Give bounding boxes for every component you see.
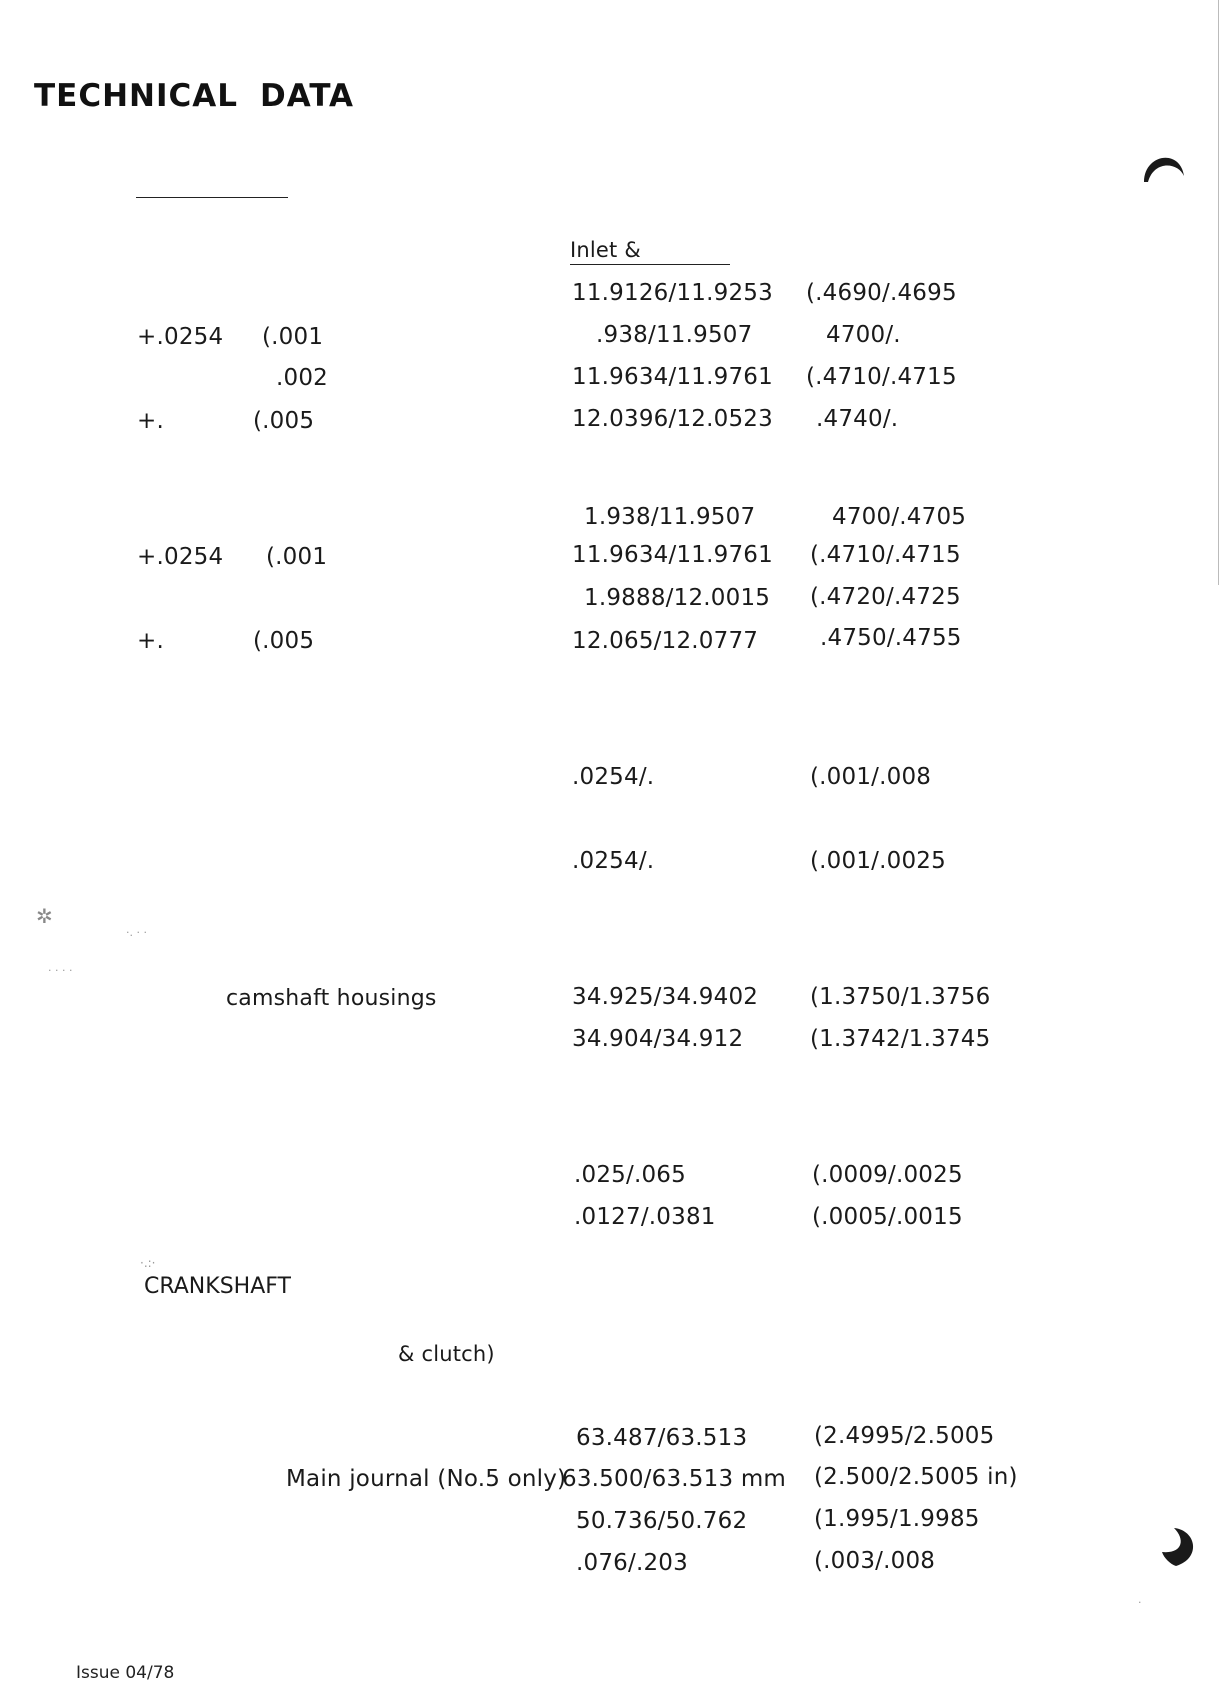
footer-issue: Issue 04/78 <box>76 1663 175 1683</box>
tappet-a-mm-1: 11.9126/11.9253 <box>572 280 773 306</box>
scan-speck: ·. · · <box>126 926 147 939</box>
crankshaft-inch-4: (.003/.008 <box>814 1548 936 1574</box>
scan-speck: ✲ <box>36 904 53 928</box>
section-rule <box>136 197 288 198</box>
crankshaft-inch-3: (1.995/1.9985 <box>814 1506 980 1532</box>
tappet-a-mm-4: 12.0396/12.0523 <box>572 406 773 432</box>
tappet-a-inch-oversize-4: (.005 <box>253 408 315 434</box>
tappet-a-oversize-4: +. <box>137 408 164 434</box>
scan-speck: · · · · <box>48 964 73 977</box>
tappet-b-mm-3: 1.9888/12.0015 <box>584 585 771 611</box>
inlet-header: Inlet & <box>570 238 641 262</box>
tappet-b-inch-3: (.4720/.4725 <box>810 584 961 610</box>
tappet-a-mm-3: 11.9634/11.9761 <box>572 364 773 390</box>
tappet-a-inch-oversize-2: (.001 <box>262 324 324 350</box>
tappet-a-inch-2: 4700/. <box>826 322 901 348</box>
crankshaft-mm-2: 63.500/63.513 mm <box>562 1466 787 1492</box>
tappet-a-inch-1: (.4690/.4695 <box>806 280 957 306</box>
clearance-mm-1: .0254/. <box>572 764 655 790</box>
tappet-b-inch-oversize-4: (.005 <box>253 628 315 654</box>
camshaft-mm-1: 34.925/34.9402 <box>572 984 759 1010</box>
tappet-a-inch-oversize-3: .002 <box>276 365 329 391</box>
binder-hole-bottom-icon <box>1156 1522 1204 1570</box>
scan-speck: · <box>1138 1596 1142 1609</box>
tappet-b-inch-1: 4700/.4705 <box>832 504 967 530</box>
tappet-a-inch-4: .4740/. <box>816 406 899 432</box>
clearance-inch-1: (.001/.008 <box>810 764 932 790</box>
inlet-header-underline <box>570 264 730 265</box>
crankshaft-inch-2: (2.500/2.5005 in) <box>814 1464 1018 1490</box>
camshaft-inch-2: (1.3742/1.3745 <box>810 1026 991 1052</box>
tappet-a-mm-2: .938/11.9507 <box>596 322 753 348</box>
scan-speck: ·.:· <box>140 1256 156 1270</box>
tappet-b-oversize-2: +.0254 <box>137 544 224 570</box>
clearance-mm-2: .0254/. <box>572 848 655 874</box>
tappet-b-inch-oversize-2: (.001 <box>266 544 328 570</box>
page-title <box>34 78 354 114</box>
camshaft-mm-2: 34.904/34.912 <box>572 1026 744 1052</box>
crankshaft-mm-1: 63.487/63.513 <box>576 1425 748 1451</box>
tappet-a-inch-3: (.4710/.4715 <box>806 364 957 390</box>
clearance-inch-2: (.001/.0025 <box>810 848 946 874</box>
page-title-word-2: DATA <box>260 78 355 114</box>
main-journal-label: Main journal (No.5 only) <box>286 1466 567 1492</box>
camshaft-clearance-inch-1: (.0009/.0025 <box>812 1162 963 1188</box>
tappet-b-inch-4: .4750/.4755 <box>820 625 962 651</box>
crankshaft-mm-4: .076/.203 <box>576 1550 688 1576</box>
binder-hole-top-icon <box>1140 140 1188 188</box>
tappet-b-oversize-4: +. <box>137 628 164 654</box>
camshaft-housings-label: camshaft housings <box>226 986 437 1011</box>
camshaft-inch-1: (1.3750/1.3756 <box>810 984 991 1010</box>
tappet-b-inch-2: (.4710/.4715 <box>810 542 961 568</box>
tappet-b-mm-1: 1.938/11.9507 <box>584 504 756 530</box>
scan-margin-line <box>1218 0 1219 585</box>
tappet-b-mm-2: 11.9634/11.9761 <box>572 542 773 568</box>
tappet-a-oversize-2: +.0254 <box>137 324 224 350</box>
camshaft-clearance-mm-1: .025/.065 <box>574 1162 686 1188</box>
page-title-word-1: TECHNICAL <box>34 78 238 114</box>
crankshaft-inch-1: (2.4995/2.5005 <box>814 1423 995 1449</box>
crankshaft-subheading: & clutch) <box>398 1342 495 1366</box>
tappet-b-mm-4: 12.065/12.0777 <box>572 628 759 654</box>
crankshaft-mm-3: 50.736/50.762 <box>576 1508 748 1534</box>
camshaft-clearance-mm-2: .0127/.0381 <box>574 1204 716 1230</box>
crankshaft-heading: CRANKSHAFT <box>144 1274 291 1299</box>
camshaft-clearance-inch-2: (.0005/.0015 <box>812 1204 963 1230</box>
